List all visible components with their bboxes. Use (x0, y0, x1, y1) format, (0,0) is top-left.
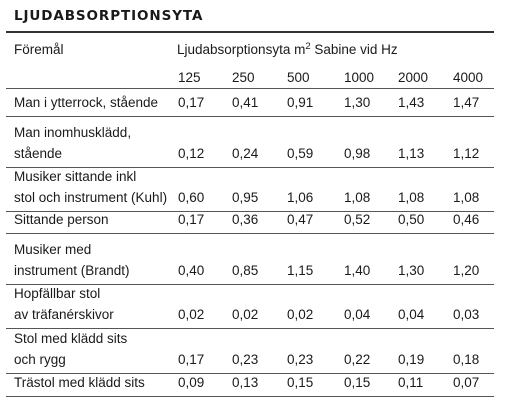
value-cell: 0,22 (344, 352, 371, 367)
row-label: Musiker sittande inkl (14, 169, 137, 184)
header-absorption-exponent: 2 (305, 41, 311, 52)
frequency-header-125: 125 (178, 70, 201, 85)
header-absorption (177, 41, 398, 58)
row-label: stående (14, 146, 63, 161)
value-cell: 1,30 (398, 263, 425, 278)
value-cell: 0,11 (398, 375, 424, 390)
row-label: Sittande person (14, 212, 109, 227)
header-absorption-prefix: Ljudabsorptionsyta m (177, 42, 306, 57)
value-cell: 0,40 (178, 263, 205, 278)
row-label: stol och instrument (Kuhl) (14, 190, 168, 205)
row-divider (6, 233, 494, 234)
row-label: Man inomhusklädd, (14, 125, 132, 140)
value-cell: 1,20 (453, 263, 480, 278)
value-cell: 0,17 (178, 352, 205, 367)
value-cell: 1,15 (287, 263, 314, 278)
value-cell: 1,08 (398, 190, 425, 205)
value-cell: 0,23 (232, 352, 259, 367)
row-divider (6, 328, 494, 329)
value-cell: 0,04 (344, 307, 371, 322)
value-cell: 0,50 (398, 212, 425, 227)
value-cell: 0,09 (178, 375, 205, 390)
value-cell: 1,47 (453, 95, 480, 110)
row-divider (6, 116, 494, 117)
frequency-header-250: 250 (232, 70, 255, 85)
row-divider (6, 396, 494, 397)
value-cell: 0,24 (232, 146, 259, 161)
value-cell: 0,85 (232, 263, 259, 278)
value-cell: 0,17 (178, 95, 205, 110)
value-cell: 0,59 (287, 146, 314, 161)
row-label: Man i ytterrock, stående (14, 95, 159, 110)
value-cell: 0,03 (453, 307, 480, 322)
row-label: Stol med klädd sits (14, 331, 128, 346)
title-rule (6, 31, 494, 33)
value-cell: 0,95 (232, 190, 259, 205)
value-cell: 0,98 (344, 146, 371, 161)
value-cell: 0,15 (344, 375, 371, 390)
frequency-header-500: 500 (287, 70, 310, 85)
value-cell: 1,13 (398, 146, 425, 161)
header-object: Föremål (14, 42, 64, 57)
value-cell: 0,04 (398, 307, 425, 322)
frequency-header-4000: 4000 (453, 70, 484, 85)
row-label: Trästol med klädd sits (14, 375, 145, 390)
value-cell: 0,17 (178, 212, 205, 227)
frequency-header-1000: 1000 (344, 70, 375, 85)
row-label: och rygg (14, 352, 66, 367)
value-cell: 0,91 (287, 95, 314, 110)
value-cell: 0,19 (398, 352, 425, 367)
value-cell: 0,36 (232, 212, 259, 227)
row-label: Hopfällbar stol (14, 286, 101, 301)
row-label: av träfanérskivor (14, 307, 114, 322)
value-cell: 0,41 (232, 95, 259, 110)
value-cell: 0,18 (453, 352, 480, 367)
value-cell: 0,13 (232, 375, 259, 390)
row-label: instrument (Brandt) (14, 263, 130, 278)
value-cell: 0,02 (178, 307, 205, 322)
value-cell: 0,23 (287, 352, 314, 367)
value-cell: 0,46 (453, 212, 480, 227)
value-cell: 0,15 (287, 375, 314, 390)
value-cell: 0,12 (178, 146, 205, 161)
value-cell: 1,08 (344, 190, 371, 205)
value-cell: 0,60 (178, 190, 205, 205)
header-rule (6, 88, 494, 89)
value-cell: 0,07 (453, 375, 480, 390)
value-cell: 0,02 (287, 307, 314, 322)
row-label: Musiker med (14, 242, 92, 257)
header-absorption-suffix: Sabine vid Hz (310, 42, 398, 57)
table-title: LJUDABSORPTIONSYTA (14, 8, 204, 24)
value-cell: 0,47 (287, 212, 314, 227)
value-cell: 1,08 (453, 190, 480, 205)
value-cell: 0,52 (344, 212, 371, 227)
value-cell: 1,43 (398, 95, 425, 110)
value-cell: 1,06 (287, 190, 314, 205)
frequency-header-2000: 2000 (398, 70, 429, 85)
value-cell: 0,02 (232, 307, 259, 322)
value-cell: 1,40 (344, 263, 371, 278)
value-cell: 1,30 (344, 95, 371, 110)
value-cell: 1,12 (453, 146, 480, 161)
